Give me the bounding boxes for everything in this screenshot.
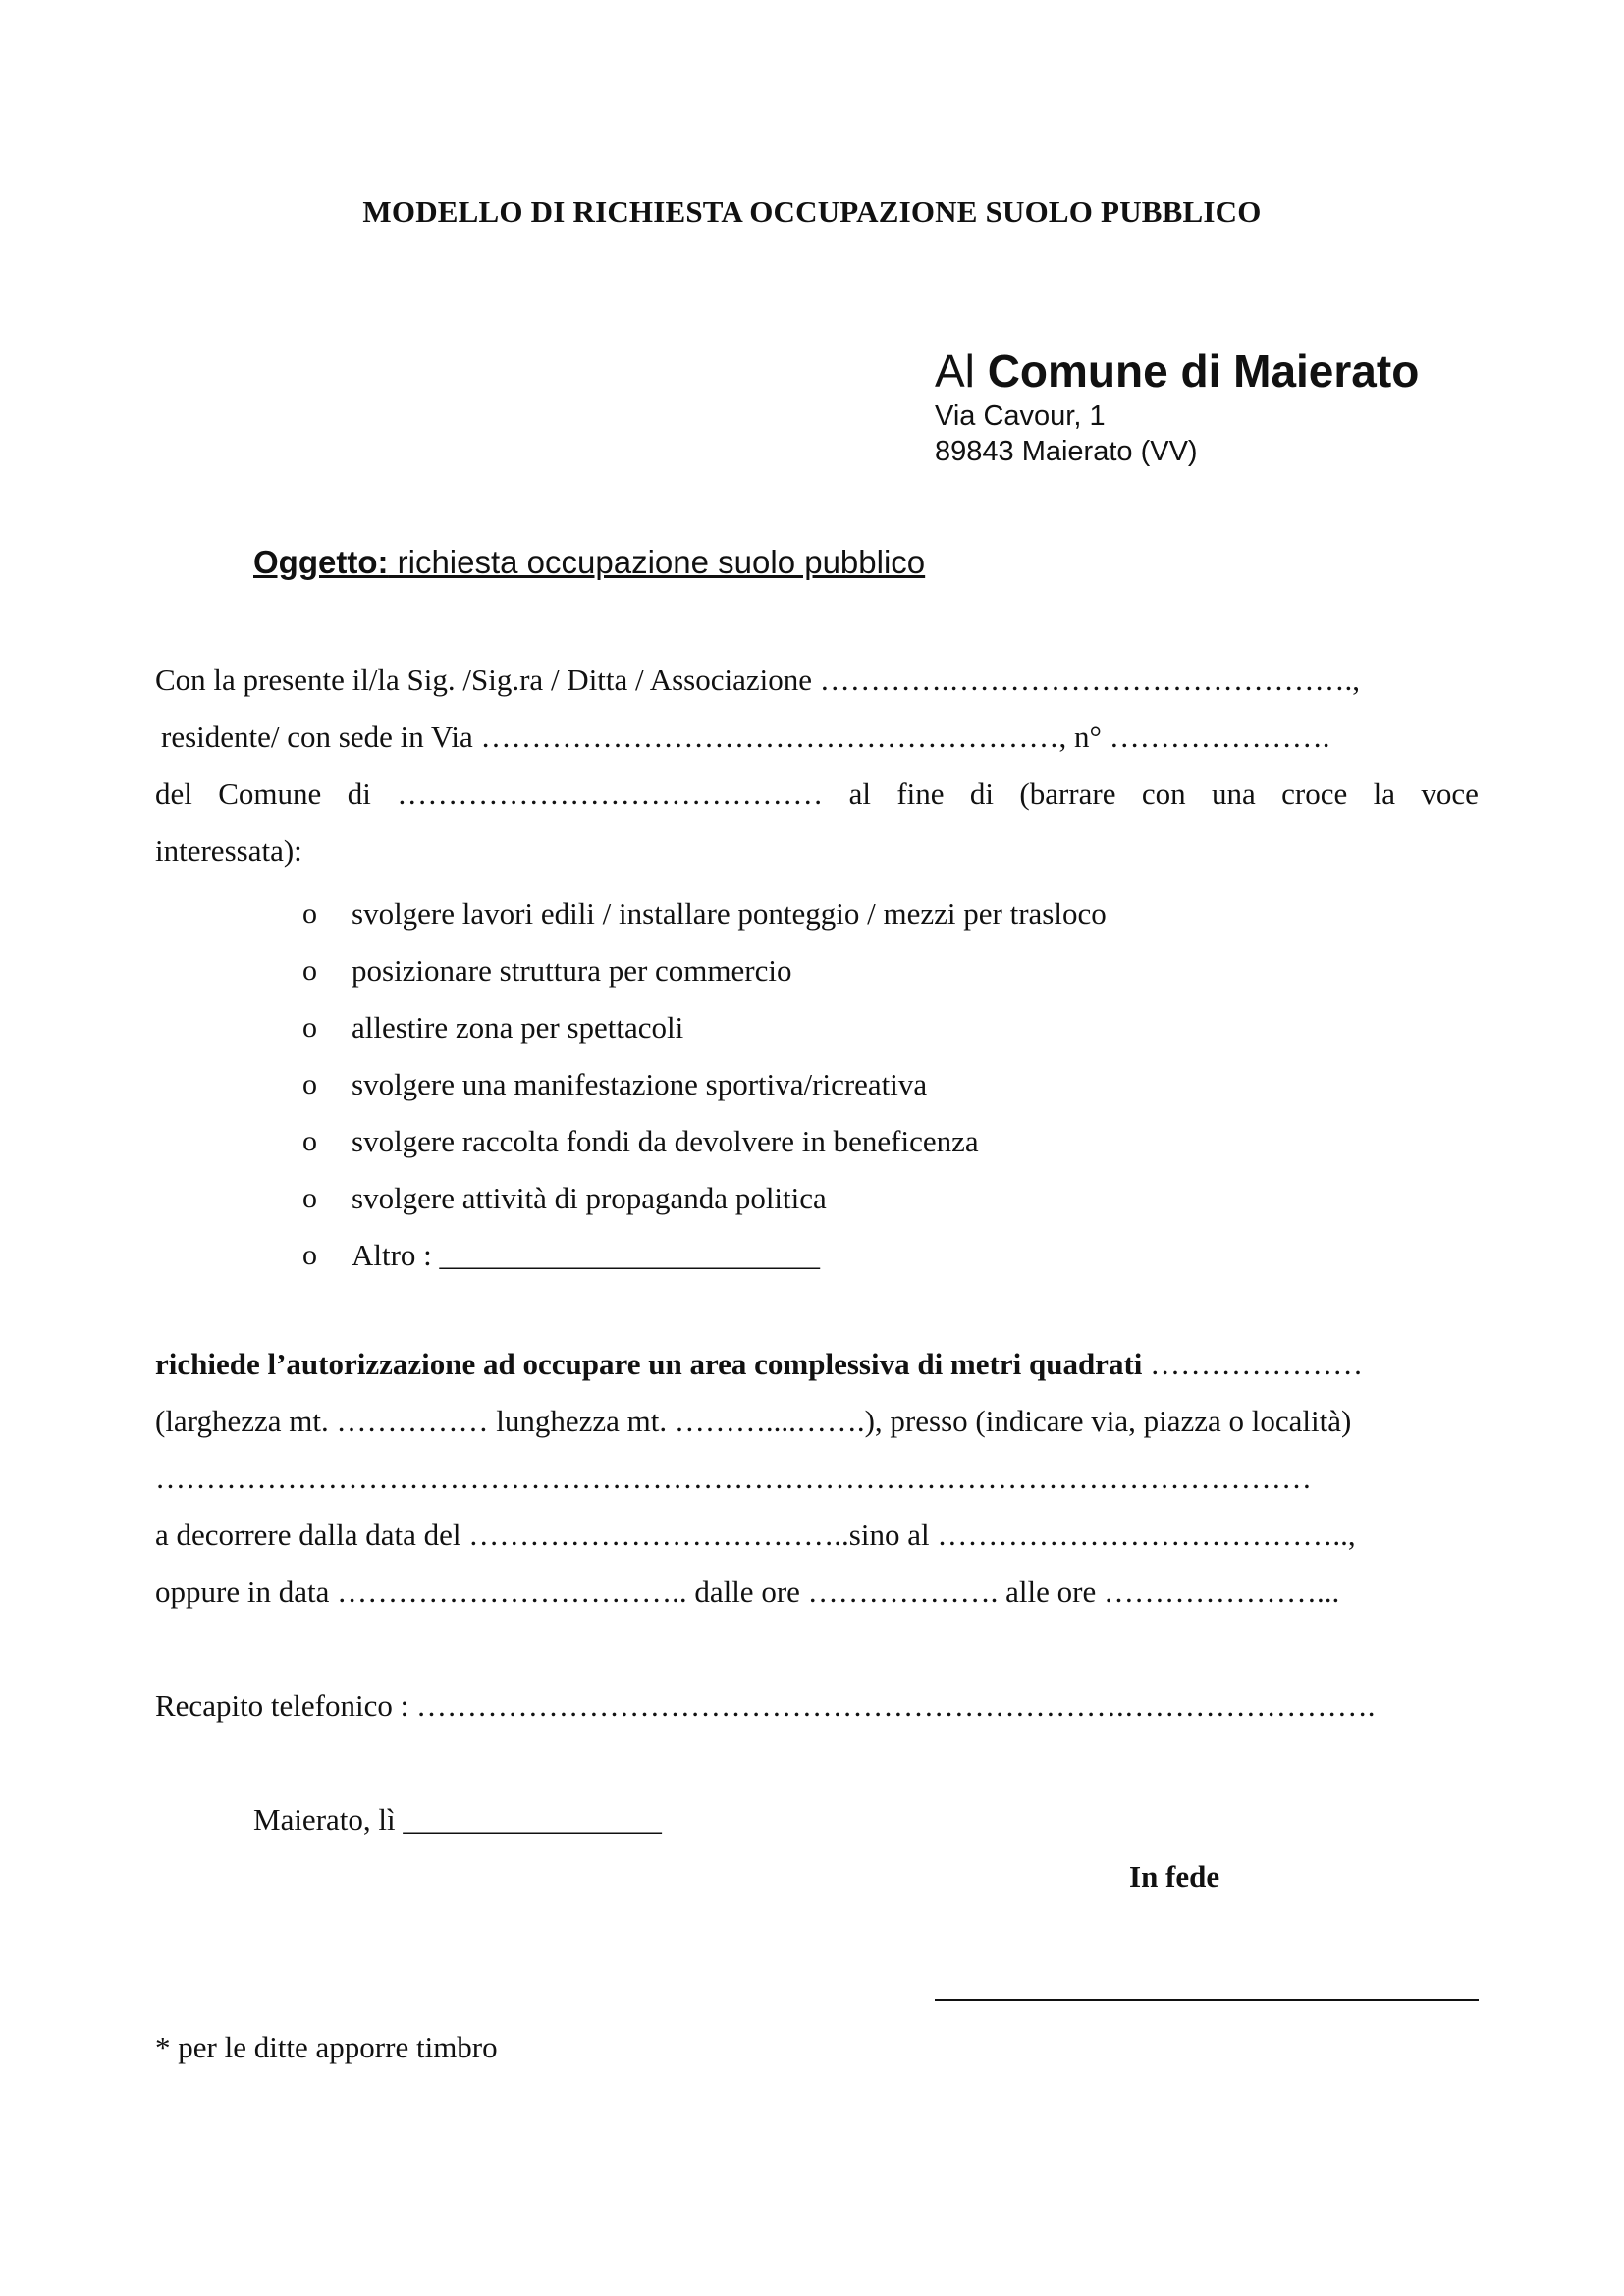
option-label: posizionare struttura per commercio	[352, 953, 792, 988]
option-item[interactable]	[302, 999, 1107, 1056]
request-area-field: …………………	[1142, 1347, 1364, 1381]
body-line-3-word: (barrare	[1019, 776, 1116, 811]
body-line-3-word: con	[1141, 776, 1186, 811]
request-line-2: (larghezza mt. …………… lunghezza mt. ………....…….), presso (indicare via, piazza o località)	[155, 1404, 1352, 1438]
body-line-3-word: di	[969, 776, 995, 811]
request-line-3: ……………………………………………………………………………………………………	[155, 1461, 1312, 1495]
option-checkbox[interactable]: o	[302, 1068, 317, 1100]
option-item[interactable]	[302, 1170, 1107, 1227]
place-date-line: Maierato, lì _________________	[253, 1802, 662, 1837]
body-line-3-word: al	[848, 776, 871, 811]
body-line-3-word: voce	[1421, 776, 1479, 811]
options-list	[302, 885, 1107, 1284]
recipient-heading	[935, 344, 1419, 399]
option-checkbox[interactable]: o	[302, 1182, 317, 1214]
option-checkbox[interactable]: o	[302, 1011, 317, 1043]
recipient-block	[935, 344, 1419, 469]
signature-line	[935, 1999, 1479, 2001]
option-item[interactable]	[302, 885, 1107, 942]
request-bold-text: richiede l’autorizzazione ad occupare un area complessiva di metri quadrati	[155, 1347, 1143, 1381]
option-checkbox[interactable]: o	[302, 1125, 317, 1157]
signature-label: In fede	[1129, 1859, 1220, 1894]
subject-label: Oggetto:	[253, 544, 389, 580]
recipient-address-line2: 89843 Maierato (VV)	[935, 436, 1198, 467]
body-line-3-word: la	[1373, 776, 1395, 811]
subject-line	[253, 544, 925, 581]
option-label: Altro : _________________________	[352, 1238, 821, 1272]
footnote: * per le ditte apporre timbro	[155, 2030, 498, 2064]
document-title: MODELLO DI RICHIESTA OCCUPAZIONE SUOLO PUBBLICO	[362, 194, 1262, 229]
body-line-3-word: fine	[896, 776, 945, 811]
option-label: svolgere una manifestazione sportiva/ricreativa	[352, 1067, 928, 1101]
option-item[interactable]	[302, 942, 1107, 999]
subject-text: richiesta occupazione suolo pubblico	[388, 544, 926, 580]
recipient-prefix: Al	[935, 346, 988, 397]
request-line-1	[155, 1347, 1363, 1382]
recipient-name: Comune di Maierato	[987, 346, 1420, 397]
body-line-3-word: ……………………………………	[397, 776, 824, 811]
body-line-3-word: di	[347, 776, 371, 811]
option-label: svolgere raccolta fondi da devolvere in beneficenza	[352, 1124, 979, 1158]
option-item[interactable]	[302, 1056, 1107, 1113]
recipient-address-line1: Via Cavour, 1	[935, 400, 1106, 432]
phone-line: Recapito telefonico : …………………………………………………………….…………………….	[155, 1688, 1376, 1723]
request-line-5: oppure in data …………………………….. dalle ore ………………. alle ore …………………...	[155, 1575, 1340, 1609]
body-line-2: residente/ con sede in Via …………………………………………………, n° ………………….	[161, 720, 1330, 754]
option-item[interactable]	[302, 1227, 1107, 1284]
option-label: svolgere lavori edili / installare ponteggio / mezzi per trasloco	[352, 896, 1107, 931]
body-line-3-word: croce	[1281, 776, 1348, 811]
body-line-4: interessata):	[155, 833, 302, 868]
request-line-4: a decorrere dalla data del ………………………………..sino al …………………………………..,	[155, 1518, 1356, 1552]
body-line-3-word: Comune	[218, 776, 322, 811]
body-line-3-word: del	[155, 776, 192, 811]
option-item[interactable]	[302, 1113, 1107, 1170]
body-line-3-word: una	[1211, 776, 1256, 811]
option-label: svolgere attività di propaganda politica	[352, 1181, 827, 1215]
body-line-1: Con la presente il/la Sig. /Sig.ra / Ditta / Associazione ………….………………………………….,	[155, 663, 1360, 697]
option-checkbox[interactable]: o	[302, 1239, 317, 1271]
option-checkbox[interactable]: o	[302, 954, 317, 987]
option-checkbox[interactable]: o	[302, 897, 317, 930]
option-label: allestire zona per spettacoli	[352, 1010, 684, 1044]
body-line-3	[155, 776, 1479, 812]
